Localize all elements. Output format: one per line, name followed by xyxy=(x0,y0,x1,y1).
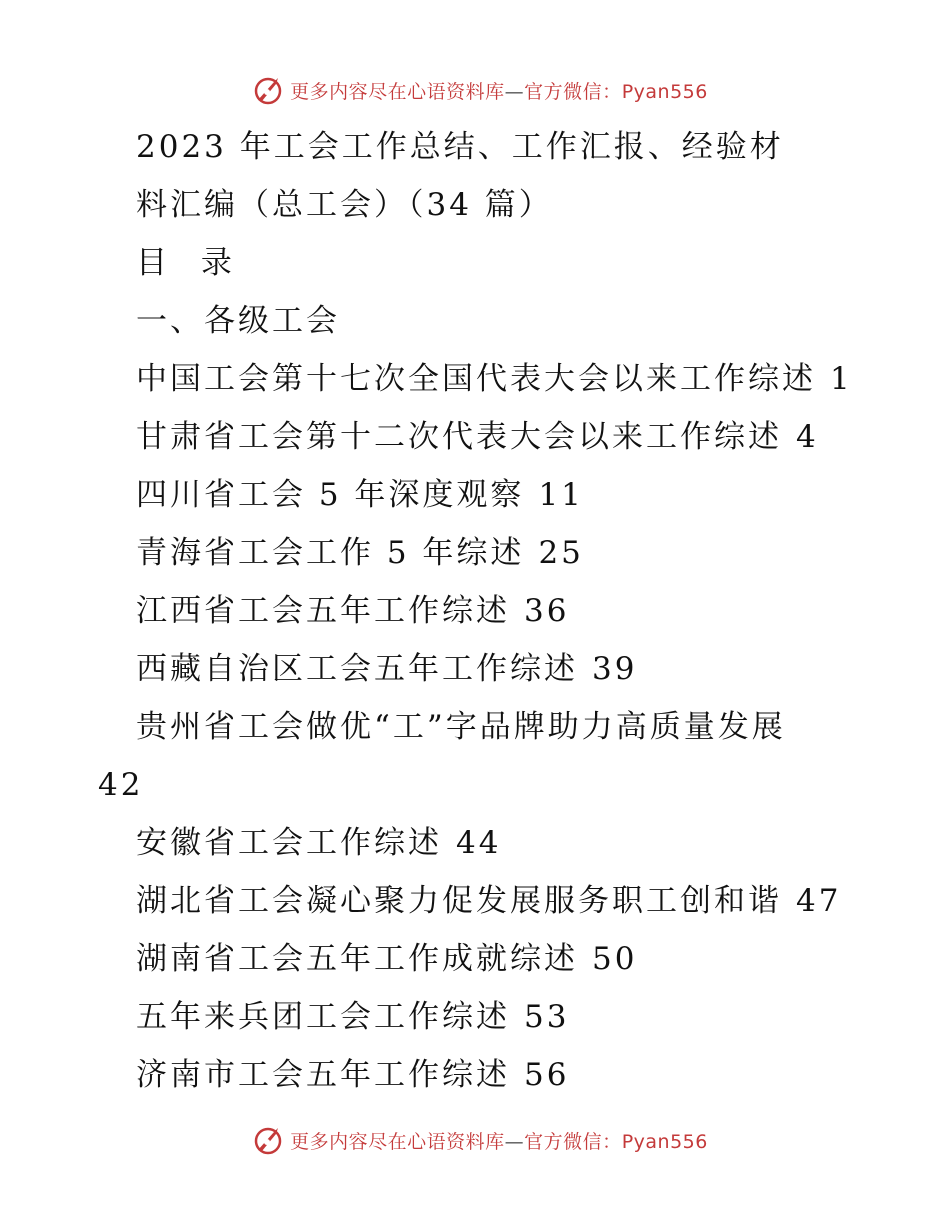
toc-entry[interactable] xyxy=(136,698,786,756)
toc-entry-page: 47 xyxy=(796,883,842,919)
header-separator: — xyxy=(504,80,525,103)
toc-entry-page: 50 xyxy=(592,941,638,977)
footer-banner xyxy=(0,1120,950,1160)
footer-brand-text: 更多内容尽在心语资料库 xyxy=(290,1130,505,1153)
toc-entry-page: 56 xyxy=(524,1057,570,1093)
toc-entry-page: 1 xyxy=(830,361,853,397)
toc-entry[interactable] xyxy=(136,814,501,872)
toc-entry[interactable] xyxy=(136,930,637,988)
header-contact-text: 官方微信： xyxy=(524,80,622,103)
toc-entry[interactable] xyxy=(136,408,819,466)
toc-entry[interactable] xyxy=(136,350,853,408)
toc-entry[interactable] xyxy=(136,988,569,1046)
toc-entry-title: 四川省工会 5 年深度观察 xyxy=(136,477,525,513)
footer-contact-text: 官方微信： xyxy=(524,1130,622,1153)
toc-entry[interactable] xyxy=(136,1046,569,1104)
toc-entry-title: 湖南省工会五年工作成就综述 xyxy=(136,941,578,977)
section-title: 一、各级工会 xyxy=(136,303,340,339)
toc-entry-title: 中国工会第十七次全国代表大会以来工作综述 xyxy=(136,361,816,397)
toc-entry-title: 济南市工会五年工作综述 xyxy=(136,1057,510,1093)
toc-entry-page: 39 xyxy=(592,651,638,687)
toc-entry[interactable] xyxy=(136,872,841,930)
toc-entry-wrapped-page[interactable]: 42 xyxy=(98,767,144,803)
toc-entry-page: 4 xyxy=(796,419,819,455)
toc-entry-page: 36 xyxy=(524,593,570,629)
document-title-line-2: 料汇编（总工会）（34 篇） xyxy=(136,187,553,223)
toc-entry-page: 53 xyxy=(524,999,570,1035)
quill-logo-icon xyxy=(252,74,284,106)
quill-logo-icon xyxy=(252,1124,284,1156)
toc-entry-page: 44 xyxy=(456,825,502,861)
toc-entry[interactable] xyxy=(136,524,584,582)
footer-banner-text xyxy=(290,1127,708,1154)
toc-entry-title: 贵州省工会做优“工”字品牌助力高质量发展 xyxy=(136,709,786,745)
toc-entry-title: 湖北省工会凝心聚力促发展服务职工创和谐 xyxy=(136,883,782,919)
header-banner-content xyxy=(252,74,708,106)
header-banner-text xyxy=(290,77,708,104)
header-banner xyxy=(0,70,950,110)
toc-entry-title: 五年来兵团工会工作综述 xyxy=(136,999,510,1035)
toc-entry-page: 25 xyxy=(538,535,584,571)
footer-banner-content xyxy=(252,1124,708,1156)
toc-entry-title: 安徽省工会工作综述 xyxy=(136,825,442,861)
document-title-line-1: 2023 年工会工作总结、工作汇报、经验材 xyxy=(136,129,784,165)
toc-heading: 目 录 xyxy=(136,245,244,281)
toc-entry-title: 青海省工会工作 5 年综述 xyxy=(136,535,525,571)
toc-entry-title: 江西省工会五年工作综述 xyxy=(136,593,510,629)
header-contact-id: Pyan556 xyxy=(621,80,708,103)
footer-contact-id: Pyan556 xyxy=(621,1130,708,1153)
toc-entry-title: 西藏自治区工会五年工作综述 xyxy=(136,651,578,687)
toc-entry[interactable] xyxy=(136,640,637,698)
toc-entry[interactable] xyxy=(136,466,584,524)
toc-entry-page: 11 xyxy=(538,477,584,513)
footer-separator: — xyxy=(504,1130,525,1153)
toc-entry[interactable] xyxy=(136,582,569,640)
header-brand-text: 更多内容尽在心语资料库 xyxy=(290,80,505,103)
toc-entry-title: 甘肃省工会第十二次代表大会以来工作综述 xyxy=(136,419,782,455)
